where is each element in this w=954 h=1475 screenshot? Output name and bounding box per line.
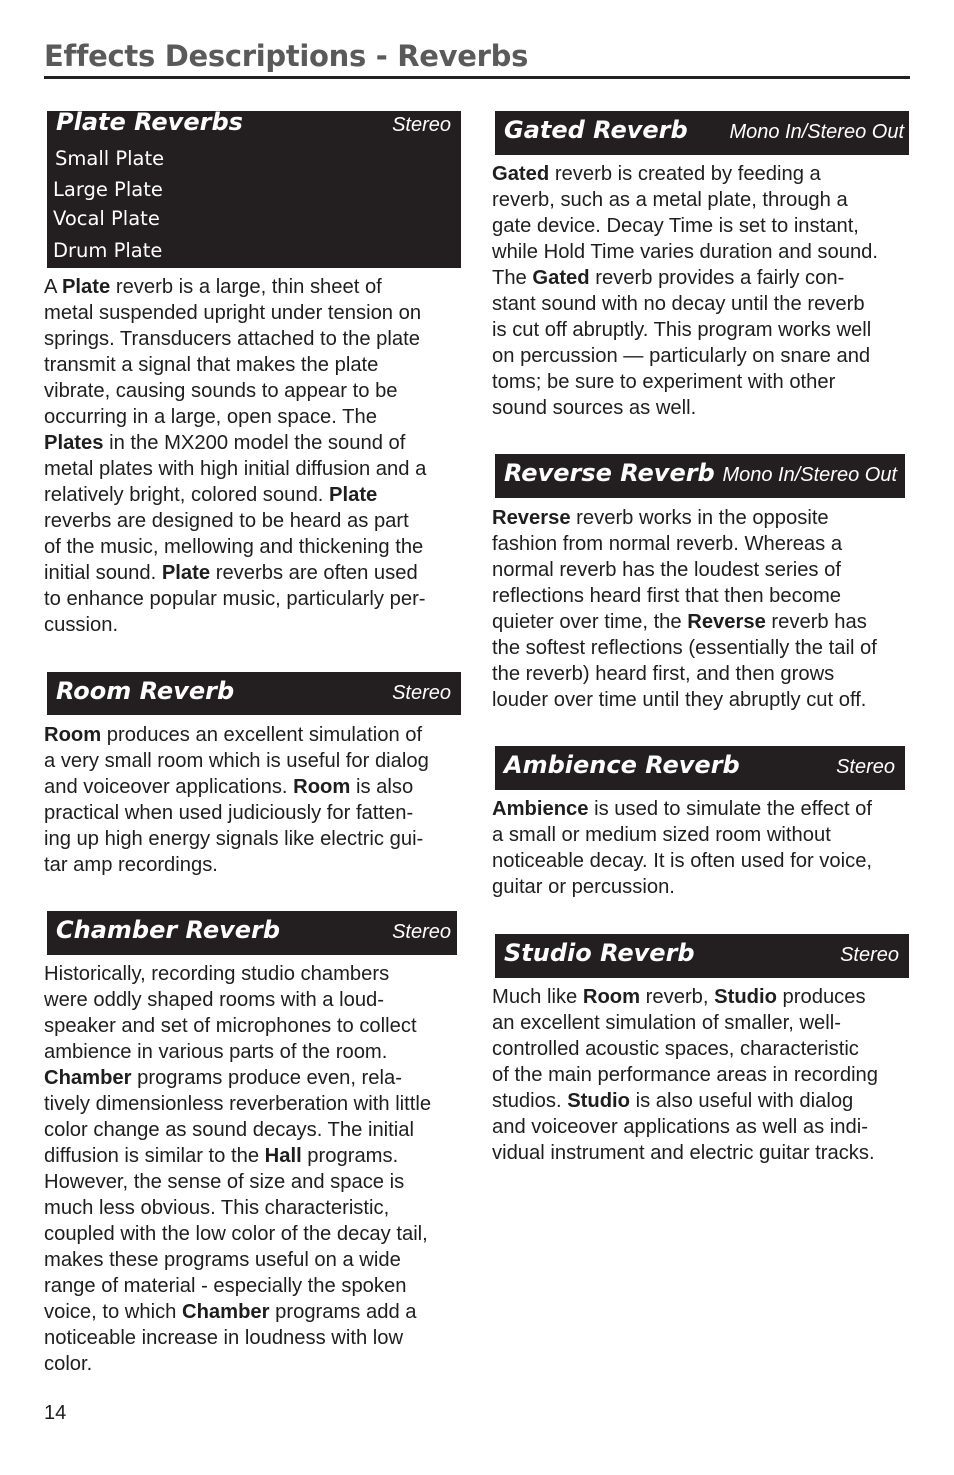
- gated-reverb-type: Mono In/Stereo Out: [729, 121, 904, 143]
- text-run: reverbs are designed to be heard as part: [44, 510, 409, 532]
- bold-term: Hall: [264, 1145, 302, 1167]
- text-line: [492, 822, 872, 848]
- plate-item-large: Large Plate: [53, 178, 163, 201]
- text-run: coupled with the low color of the decay tail,: [44, 1223, 428, 1245]
- text-run: while Hold Time varies duration and sound.: [492, 241, 879, 263]
- room-reverb-description: [44, 722, 429, 878]
- text-run: a small or medium sized room without: [492, 824, 831, 846]
- text-line: [44, 1065, 431, 1091]
- gated-reverb-title: Gated Reverb: [504, 116, 688, 144]
- text-run: is used to simulate the effect of: [588, 798, 873, 820]
- bold-term: Plate: [329, 484, 378, 506]
- text-line: [44, 1299, 431, 1325]
- text-run: transmit a signal that makes the plate: [44, 354, 379, 376]
- text-line: [44, 300, 426, 326]
- text-line: [492, 291, 878, 317]
- text-line: [492, 557, 877, 583]
- text-run: ambience in various parts of the room.: [44, 1041, 388, 1063]
- chamber-reverb-type: Stereo: [392, 921, 451, 943]
- bold-term: Chamber: [182, 1301, 270, 1323]
- text-run: tively dimensionless reverberation with little: [44, 1093, 432, 1115]
- text-run: is cut off abruptly. This program works well: [492, 319, 872, 341]
- text-line: [44, 404, 426, 430]
- text-line: [492, 984, 878, 1010]
- text-line: [44, 430, 426, 456]
- text-line: [492, 1140, 878, 1166]
- text-line: [44, 612, 426, 638]
- text-line: [492, 1062, 878, 1088]
- text-line: [492, 609, 877, 635]
- bold-term: Chamber: [44, 1067, 132, 1089]
- text-run: louder over time until they abruptly cut off.: [492, 689, 867, 711]
- room-reverb-header: [47, 672, 461, 715]
- text-line: [492, 317, 878, 343]
- bold-term: Room: [582, 986, 641, 1008]
- text-run: tar amp recordings.: [44, 854, 218, 876]
- text-line: [44, 852, 429, 878]
- text-run: quieter over time, the: [492, 611, 688, 633]
- text-line: [44, 1351, 431, 1377]
- text-run: an excellent simulation of smaller, well-: [492, 1012, 841, 1034]
- text-line: [492, 505, 877, 531]
- page-number: 14: [44, 1402, 67, 1424]
- text-run: A: [44, 276, 62, 298]
- text-run: is also useful with dialog: [629, 1090, 854, 1112]
- text-line: [44, 800, 429, 826]
- plate-reverbs-title: Plate Reverbs: [56, 108, 243, 136]
- text-run: range of material - especially the spoken: [44, 1275, 407, 1297]
- reverse-reverb-description: [492, 505, 877, 713]
- text-run: programs add a: [269, 1301, 417, 1323]
- text-line: [44, 722, 429, 748]
- bold-term: Reverse: [687, 611, 766, 633]
- text-line: [44, 274, 426, 300]
- text-line: [44, 1247, 431, 1273]
- text-line: [44, 1273, 431, 1299]
- text-run: reverb provides a fairly con-: [589, 267, 845, 289]
- text-run: in the MX200 model the sound of: [103, 432, 406, 454]
- text-run: vidual instrument and electric guitar tracks.: [492, 1142, 875, 1164]
- text-run: voice, to which: [44, 1301, 183, 1323]
- gated-reverb-description: [492, 161, 878, 421]
- text-line: [44, 1195, 431, 1221]
- text-run: fashion from normal reverb. Whereas a: [492, 533, 843, 555]
- text-run: controlled acoustic spaces, characteristic: [492, 1038, 859, 1060]
- text-line: [492, 583, 877, 609]
- text-run: practical when used judiciously for fatten-: [44, 802, 414, 824]
- ambience-reverb-description: [492, 796, 872, 900]
- room-reverb-type: Stereo: [392, 682, 451, 704]
- text-line: [44, 1221, 431, 1247]
- text-run: reverb, such as a metal plate, through a: [492, 189, 848, 211]
- text-run: noticeable decay. It is often used for voice,: [492, 850, 873, 872]
- reverse-reverb-header: [495, 454, 905, 498]
- text-run: normal reverb has the loudest series of: [492, 559, 841, 581]
- bold-term: Studio: [567, 1090, 630, 1112]
- text-line: [492, 369, 878, 395]
- text-run: and voiceover applications.: [44, 776, 294, 798]
- text-line: [492, 395, 878, 421]
- text-line: [492, 874, 872, 900]
- text-run: metal suspended upright under tension on: [44, 302, 422, 324]
- text-line: [492, 213, 878, 239]
- text-run: is also: [350, 776, 414, 798]
- text-run: reverb is a large, thin sheet of: [110, 276, 382, 298]
- text-run: initial sound.: [44, 562, 162, 584]
- text-line: [44, 1325, 431, 1351]
- text-run: The: [492, 267, 533, 289]
- text-line: [44, 560, 426, 586]
- text-line: [44, 774, 429, 800]
- text-line: [44, 586, 426, 612]
- text-line: [44, 378, 426, 404]
- text-run: a very small room which is useful for dialog: [44, 750, 429, 772]
- page-title: Effects Descriptions - Reverbs: [44, 36, 910, 79]
- text-run: Historically, recording studio chambers: [44, 963, 390, 985]
- studio-reverb-type: Stereo: [840, 944, 899, 966]
- text-line: [492, 239, 878, 265]
- text-run: color change as sound decays. The initial: [44, 1119, 414, 1141]
- text-line: [44, 1091, 431, 1117]
- plate-item-vocal: Vocal Plate: [53, 207, 160, 230]
- text-run: the reverb) heard first, and then grows: [492, 663, 835, 685]
- text-run: much less obvious. This characteristic,: [44, 1197, 390, 1219]
- text-line: [44, 1169, 431, 1195]
- text-line: [44, 1143, 431, 1169]
- plate-item-small: Small Plate: [55, 147, 165, 170]
- bold-term: Plate: [61, 276, 111, 298]
- text-run: the softest reflections (essentially the tail of: [492, 637, 877, 659]
- text-run: of the main performance areas in recording: [492, 1064, 879, 1086]
- reverse-reverb-type: Mono In/Stereo Out: [722, 464, 897, 486]
- bold-term: Studio: [714, 986, 777, 1008]
- text-line: [492, 687, 877, 713]
- text-line: [44, 456, 426, 482]
- text-line: [492, 531, 877, 557]
- chamber-reverb-title: Chamber Reverb: [56, 916, 281, 944]
- text-line: [44, 987, 431, 1013]
- text-run: occurring in a large, open space. The: [44, 406, 377, 428]
- text-line: [492, 1010, 878, 1036]
- text-run: programs produce even, rela-: [131, 1067, 402, 1089]
- text-line: [44, 961, 431, 987]
- plate-reverbs-header: [47, 108, 461, 268]
- studio-reverb-description: [492, 984, 878, 1166]
- bold-term: Room: [44, 724, 102, 746]
- text-line: [44, 826, 429, 852]
- text-run: cussion.: [44, 614, 119, 636]
- text-run: of the music, mellowing and thickening the: [44, 536, 424, 558]
- text-line: [492, 265, 878, 291]
- text-run: However, the sense of size and space is: [44, 1171, 405, 1193]
- chamber-reverb-description: [44, 961, 431, 1377]
- bold-term: Reverse: [492, 507, 571, 529]
- gated-reverb-header: [495, 111, 909, 155]
- text-run: programs.: [301, 1145, 399, 1167]
- text-line: [492, 848, 872, 874]
- bold-term: Ambience: [492, 798, 589, 820]
- text-line: [492, 343, 878, 369]
- text-run: diffusion is similar to the: [44, 1145, 265, 1167]
- text-run: studios.: [492, 1090, 568, 1112]
- text-run: guitar or percussion.: [492, 876, 675, 898]
- bold-term: Gated: [492, 163, 550, 185]
- text-run: ing up high energy signals like electric gui-: [44, 828, 424, 850]
- text-run: Much like: [492, 986, 583, 1008]
- text-line: [492, 661, 877, 687]
- text-line: [44, 534, 426, 560]
- text-line: [44, 1117, 431, 1143]
- text-run: produces an excellent simulation of: [101, 724, 423, 746]
- text-line: [44, 326, 426, 352]
- text-line: [492, 161, 878, 187]
- text-run: reverb has: [765, 611, 867, 633]
- text-line: [44, 482, 426, 508]
- bold-term: Plates: [44, 432, 104, 454]
- plate-item-drum: Drum Plate: [53, 239, 163, 262]
- text-line: [44, 1013, 431, 1039]
- text-line: [44, 1039, 431, 1065]
- plate-reverbs-description: [44, 274, 426, 638]
- text-run: reverb works in the opposite: [570, 507, 829, 529]
- text-run: stant sound with no decay until the reverb: [492, 293, 865, 315]
- text-run: makes these programs useful on a wide: [44, 1249, 401, 1271]
- text-run: were oddly shaped rooms with a loud-: [44, 989, 385, 1011]
- text-line: [492, 1036, 878, 1062]
- text-line: [492, 796, 872, 822]
- text-line: [492, 187, 878, 213]
- text-run: noticeable increase in loudness with low: [44, 1327, 404, 1349]
- text-run: reflections heard first that then become: [492, 585, 841, 607]
- ambience-reverb-title: Ambience Reverb: [504, 751, 740, 779]
- bold-term: Plate: [161, 562, 211, 584]
- plate-reverbs-type: Stereo: [392, 114, 451, 136]
- text-line: [492, 1088, 878, 1114]
- ambience-reverb-header: [495, 746, 905, 790]
- text-line: [492, 635, 877, 661]
- text-line: [44, 748, 429, 774]
- text-run: springs. Transducers attached to the plate: [44, 328, 420, 350]
- text-run: relatively bright, colored sound.: [44, 484, 330, 506]
- ambience-reverb-type: Stereo: [836, 756, 895, 778]
- text-run: vibrate, causing sounds to appear to be: [44, 380, 398, 402]
- text-run: reverbs are often used: [210, 562, 418, 584]
- text-run: speaker and set of microphones to collect: [44, 1015, 417, 1037]
- text-run: metal plates with high initial diffusion and a: [44, 458, 427, 480]
- chamber-reverb-header: [47, 911, 457, 955]
- text-line: [492, 1114, 878, 1140]
- studio-reverb-title: Studio Reverb: [504, 939, 695, 967]
- text-run: and voiceover applications as well as indi-: [492, 1116, 868, 1138]
- text-run: color.: [44, 1353, 93, 1375]
- text-run: reverb,: [640, 986, 715, 1008]
- text-run: gate device. Decay Time is set to instant,: [492, 215, 859, 237]
- text-run: to enhance popular music, particularly per-: [44, 588, 426, 610]
- bold-term: Room: [293, 776, 351, 798]
- text-run: produces: [776, 986, 866, 1008]
- text-line: [44, 352, 426, 378]
- text-line: [44, 508, 426, 534]
- reverse-reverb-title: Reverse Reverb: [504, 459, 715, 487]
- text-run: on percussion — particularly on snare and: [492, 345, 871, 367]
- bold-term: Gated: [532, 267, 590, 289]
- studio-reverb-header: [495, 934, 909, 978]
- room-reverb-title: Room Reverb: [56, 677, 235, 705]
- text-run: reverb is created by feeding a: [549, 163, 821, 185]
- text-run: sound sources as well.: [492, 397, 697, 419]
- text-run: toms; be sure to experiment with other: [492, 371, 836, 393]
